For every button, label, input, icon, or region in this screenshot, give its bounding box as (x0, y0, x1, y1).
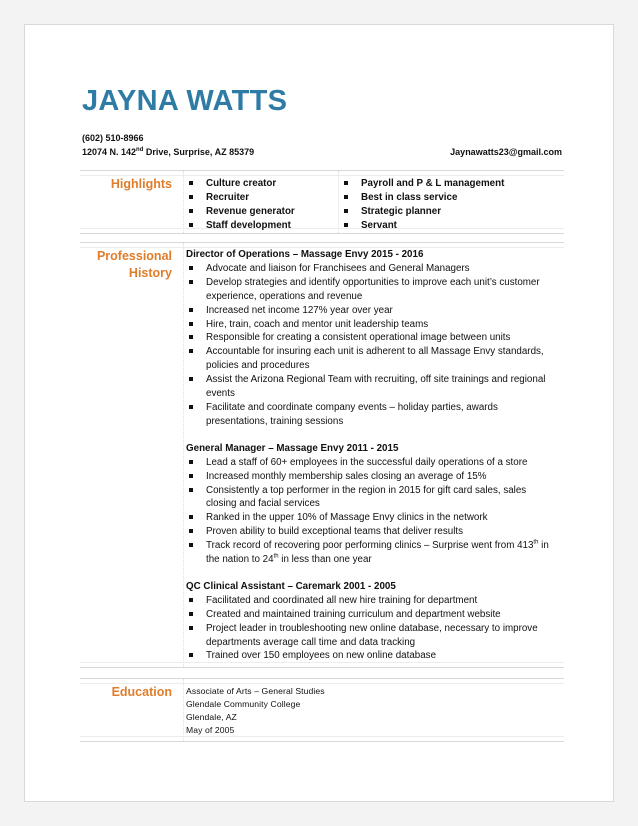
highlight-item: Servant (341, 219, 561, 233)
highlight-item: Recruiter (186, 191, 336, 205)
job-bullet: Proven ability to build exceptional teams that deliver results (186, 525, 558, 539)
job-bullet: Ranked in the upper 10% of Massage Envy clinics in the network (186, 511, 558, 525)
job-bullet: Consistently a top performer in the region in 2015 for gift card sales, sales closing and facial services (186, 484, 558, 512)
job-bullet: Track record of recovering poor performing clinics – Surprise went from 413th in the nation to 24th in less than one year (186, 539, 558, 567)
job-bullet: Trained over 150 employees on new online database (186, 649, 558, 663)
highlights-column-2 (341, 177, 561, 233)
professional-history-section (80, 242, 564, 668)
history-content (186, 248, 558, 663)
job-title: QC Clinical Assistant – Caremark 2001 - 2005 (186, 580, 396, 592)
education-line: Glendale, AZ (186, 712, 237, 722)
highlight-item: Revenue generator (186, 205, 336, 219)
education-line: Glendale Community College (186, 699, 301, 709)
job-bullet: Advocate and liaison for Franchisees and General Managers (186, 262, 558, 276)
job-bullet: Increased net income 127% year over year (186, 304, 558, 318)
highlight-item: Strategic planner (341, 205, 561, 219)
section-label-education: Education (111, 685, 172, 699)
education-line: Associate of Arts – General Studies (186, 686, 325, 696)
job-bullet: Accountable for insuring each unit is adherent to all Massage Envy standards, policies and procedures (186, 345, 558, 373)
email-address: Jaynawatts23@gmail.com (450, 147, 562, 157)
highlights-column-1 (186, 177, 336, 233)
job-bullet: Project leader in troubleshooting new online database, necessary to improve departments average call time and data tracking (186, 622, 558, 650)
education-details (186, 685, 558, 737)
job-bullet: Increased monthly membership sales closing an average of 15% (186, 470, 558, 484)
phone-number: (602) 510-8966 (82, 133, 144, 143)
job-bullet: Created and maintained training curriculum and department website (186, 608, 558, 622)
highlight-item: Best in class service (341, 191, 561, 205)
highlight-item: Staff development (186, 219, 336, 233)
education-section (80, 678, 564, 742)
job-bullet: Assist the Arizona Regional Team with recruiting, off site trainings and regional events (186, 373, 558, 401)
education-line: May of 2005 (186, 725, 235, 735)
job-bullet: Facilitate and coordinate company events – holiday parties, awards presentations, training sessions (186, 401, 558, 429)
address: 12074 N. 142nd Drive, Surprise, AZ 85379 (82, 147, 255, 157)
resume-page (24, 24, 614, 802)
job-bullet: Hire, train, coach and mentor unit leadership teams (186, 318, 558, 332)
job-title: Director of Operations – Massage Envy 2015 - 2016 (186, 249, 424, 260)
highlight-item: Culture creator (186, 177, 336, 191)
job-bullet: Lead a staff of 60+ employees in the successful daily operations of a store (186, 456, 558, 470)
highlight-item: Payroll and P & L management (341, 177, 561, 191)
job-bullet: Responsible for creating a consistent operational image between units (186, 331, 558, 345)
contact-block (82, 131, 562, 159)
section-label-professional-history: Professional History (96, 249, 172, 280)
candidate-name: JAYNA WATTS (82, 85, 288, 117)
job-bullet: Facilitated and coordinated all new hire training for department (186, 594, 558, 608)
highlights-section (80, 170, 564, 234)
job-bullet: Develop strategies and identify opportunities to improve each unit’s customer experience, operations and revenue (186, 276, 558, 304)
job-title: General Manager – Massage Envy 2011 - 2015 (186, 442, 399, 454)
section-label-highlights: Highlights (110, 177, 172, 191)
